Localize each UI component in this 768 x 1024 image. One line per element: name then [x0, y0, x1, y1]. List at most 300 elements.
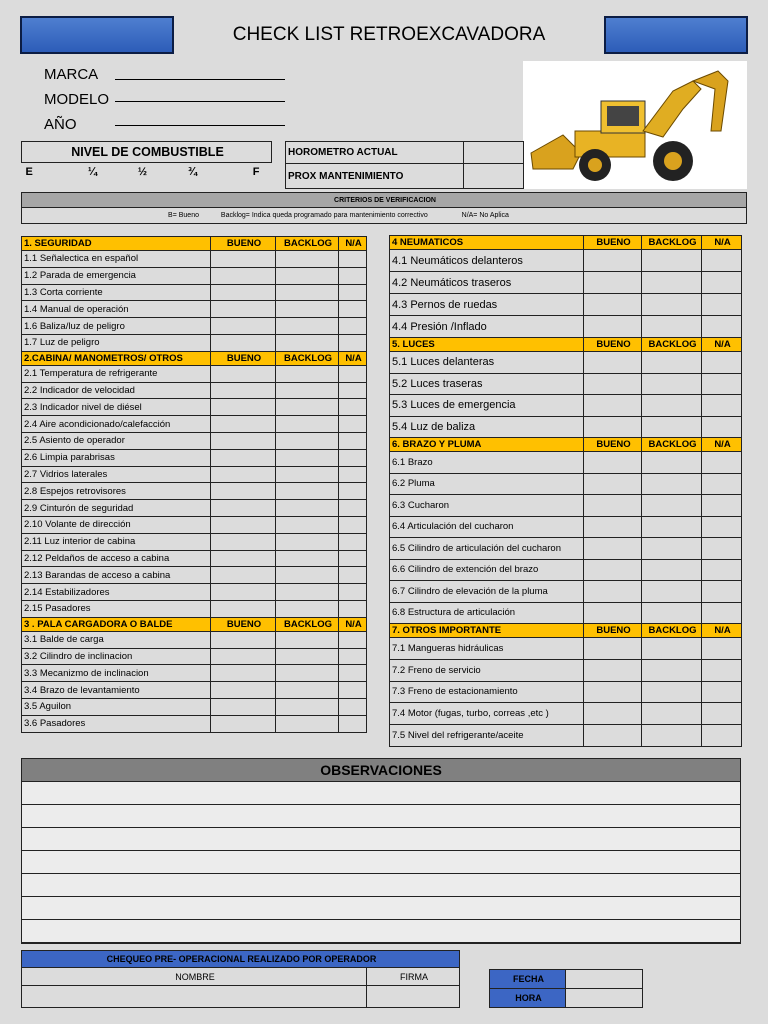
- check-cell-na[interactable]: [702, 659, 742, 681]
- check-cell-bueno[interactable]: [584, 373, 642, 395]
- checklist-item-label: 2.10 Volante de dirección: [22, 516, 211, 533]
- column-header-backlog: BACKLOG: [276, 617, 339, 631]
- firma-label: FIRMA: [367, 968, 460, 986]
- ano-field[interactable]: [115, 125, 285, 126]
- check-cell-backlog[interactable]: [276, 533, 339, 550]
- checklist-item-label: 4.1 Neumáticos delanteros: [390, 250, 584, 272]
- observation-line[interactable]: [22, 851, 740, 874]
- check-cell-bueno[interactable]: [584, 703, 642, 725]
- check-cell-bueno[interactable]: [211, 533, 276, 550]
- check-cell-na[interactable]: [339, 500, 367, 517]
- checklist-item-label: 6.6 Cilindro de extención del brazo: [390, 559, 584, 581]
- check-cell-backlog[interactable]: [276, 600, 339, 617]
- checklist-item-label: 6.8 Estructura de articulación: [390, 602, 584, 624]
- section-title: 3 . PALA CARGADORA O BALDE: [22, 617, 211, 631]
- check-cell-na[interactable]: [702, 725, 742, 747]
- checklist-item-label: 6.1 Brazo: [390, 452, 584, 474]
- checklist-row: [22, 284, 367, 301]
- check-cell-bueno[interactable]: [211, 449, 276, 466]
- check-cell-bueno[interactable]: [584, 495, 642, 517]
- checklist-row: [22, 251, 367, 268]
- operator-table: [21, 950, 460, 1008]
- checklist-row: [390, 559, 742, 581]
- nombre-field[interactable]: [22, 986, 367, 1008]
- check-cell-bueno[interactable]: [211, 483, 276, 500]
- check-cell-bueno[interactable]: [584, 294, 642, 316]
- checklist-item-label: 6.2 Pluma: [390, 473, 584, 495]
- marca-label: MARCA: [44, 66, 99, 83]
- checklist-item-label: 6.7 Cilindro de elevación de la pluma: [390, 581, 584, 603]
- check-cell-backlog[interactable]: [276, 301, 339, 318]
- checklist-item-label: 2.9 Cinturón de seguridad: [22, 500, 211, 517]
- section-title: 2.CABINA/ MANOMETROS/ OTROS: [22, 351, 211, 365]
- column-header-na: N/A: [702, 624, 742, 638]
- check-cell-backlog[interactable]: [642, 659, 702, 681]
- checklist-row: [390, 602, 742, 624]
- check-cell-backlog[interactable]: [642, 681, 702, 703]
- check-cell-na[interactable]: [702, 294, 742, 316]
- check-cell-backlog[interactable]: [276, 584, 339, 601]
- check-cell-bueno[interactable]: [584, 473, 642, 495]
- column-header-na: N/A: [339, 351, 367, 365]
- section-title: 6. BRAZO Y PLUMA: [390, 438, 584, 452]
- check-cell-na[interactable]: [702, 316, 742, 338]
- horometro-label: HOROMETRO ACTUAL: [286, 142, 464, 164]
- check-cell-bueno[interactable]: [584, 250, 642, 272]
- check-cell-na[interactable]: [702, 638, 742, 660]
- checklist-item-label: 5.3 Luces de emergencia: [390, 395, 584, 417]
- column-header-bueno: BUENO: [211, 237, 276, 251]
- checklist-item-label: 7.3 Freno de estacionamiento: [390, 681, 584, 703]
- check-cell-backlog[interactable]: [276, 267, 339, 284]
- title-bar-left: [20, 16, 174, 54]
- checklist-row: [390, 659, 742, 681]
- checklist-row: [390, 452, 742, 474]
- check-cell-na[interactable]: [702, 416, 742, 438]
- checklist-item-label: 5.2 Luces traseras: [390, 373, 584, 395]
- column-header-backlog: BACKLOG: [642, 438, 702, 452]
- check-cell-backlog[interactable]: [276, 466, 339, 483]
- fuel-mark[interactable]: ¼: [87, 166, 98, 179]
- check-cell-bueno[interactable]: [211, 648, 276, 665]
- check-cell-bueno[interactable]: [211, 500, 276, 517]
- checklist-item-label: 6.5 Cilindro de articulación del cucharon: [390, 538, 584, 560]
- check-cell-bueno[interactable]: [211, 466, 276, 483]
- checklist-item-label: 2.13 Barandas de acceso a cabina: [22, 567, 211, 584]
- check-cell-na[interactable]: [339, 600, 367, 617]
- check-cell-na[interactable]: [702, 250, 742, 272]
- check-cell-bueno[interactable]: [584, 352, 642, 374]
- checklist-row: [22, 715, 367, 732]
- check-cell-backlog[interactable]: [642, 452, 702, 474]
- horometro-field[interactable]: [464, 142, 524, 164]
- check-cell-bueno[interactable]: [584, 602, 642, 624]
- check-cell-na[interactable]: [339, 483, 367, 500]
- check-cell-bueno[interactable]: [211, 365, 276, 382]
- check-cell-bueno[interactable]: [584, 452, 642, 474]
- check-cell-bueno[interactable]: [211, 251, 276, 268]
- check-cell-bueno[interactable]: [211, 600, 276, 617]
- check-cell-bueno[interactable]: [211, 284, 276, 301]
- prox-mantenimiento-field[interactable]: [464, 164, 524, 189]
- check-cell-bueno[interactable]: [211, 382, 276, 399]
- left-checklist-table: [21, 236, 367, 733]
- check-cell-backlog[interactable]: [276, 284, 339, 301]
- checklist-row: [22, 550, 367, 567]
- check-cell-bueno[interactable]: [211, 567, 276, 584]
- observaciones-box: [21, 758, 741, 944]
- checklist-row: [390, 703, 742, 725]
- check-cell-na[interactable]: [702, 373, 742, 395]
- checklist-item-label: 1.2 Parada de emergencia: [22, 267, 211, 284]
- check-cell-backlog[interactable]: [642, 316, 702, 338]
- check-cell-na[interactable]: [339, 284, 367, 301]
- check-cell-bueno[interactable]: [584, 395, 642, 417]
- check-cell-backlog[interactable]: [276, 682, 339, 699]
- backhoe-image: [523, 61, 747, 189]
- checklist-item-label: 6.4 Articulación del cucharon: [390, 516, 584, 538]
- page-title: CHECK LIST RETROEXCAVADORA: [232, 24, 546, 45]
- check-cell-backlog[interactable]: [276, 251, 339, 268]
- checklist-row: [390, 352, 742, 374]
- checklist-item-label: 2.1 Temperatura de refrigerante: [22, 365, 211, 382]
- check-cell-na[interactable]: [339, 365, 367, 382]
- checklist-row: [390, 416, 742, 438]
- observation-line[interactable]: [22, 782, 740, 805]
- check-cell-na[interactable]: [702, 703, 742, 725]
- checklist-item-label: 1.7 Luz de peligro: [22, 334, 211, 351]
- check-cell-na[interactable]: [702, 352, 742, 374]
- checklist-item-label: 5.1 Luces delanteras: [390, 352, 584, 374]
- checklist-row: [390, 373, 742, 395]
- check-cell-bueno[interactable]: [211, 318, 276, 335]
- checklist-row: [390, 516, 742, 538]
- checklist-row: [390, 473, 742, 495]
- checklist-item-label: 3.5 Aguilon: [22, 698, 211, 715]
- check-cell-bueno[interactable]: [211, 550, 276, 567]
- check-cell-bueno[interactable]: [211, 334, 276, 351]
- criteria-title: CRITERIOS DE VERIFICACION: [22, 193, 747, 208]
- check-cell-backlog[interactable]: [276, 665, 339, 682]
- check-cell-backlog[interactable]: [276, 334, 339, 351]
- observation-line[interactable]: [22, 828, 740, 851]
- check-cell-bueno[interactable]: [584, 559, 642, 581]
- modelo-field[interactable]: [115, 101, 285, 102]
- checklist-item-label: 1.3 Corta corriente: [22, 284, 211, 301]
- check-cell-na[interactable]: [339, 301, 367, 318]
- check-cell-backlog[interactable]: [642, 638, 702, 660]
- section-title: 7. OTROS IMPORTANTE: [390, 624, 584, 638]
- check-cell-na[interactable]: [339, 550, 367, 567]
- check-cell-backlog[interactable]: [276, 318, 339, 335]
- checklist-item-label: 2.7 Vidrios laterales: [22, 466, 211, 483]
- check-cell-bueno[interactable]: [211, 584, 276, 601]
- check-cell-na[interactable]: [702, 495, 742, 517]
- section-title: 1. SEGURIDAD: [22, 237, 211, 251]
- check-cell-bueno[interactable]: [211, 516, 276, 533]
- check-cell-bueno[interactable]: [584, 725, 642, 747]
- check-cell-na[interactable]: [339, 567, 367, 584]
- checklist-row: [390, 272, 742, 294]
- column-header-backlog: BACKLOG: [642, 236, 702, 250]
- check-cell-backlog[interactable]: [276, 416, 339, 433]
- checklist-item-label: 7.5 Nivel del refrigerante/aceite: [390, 725, 584, 747]
- check-cell-backlog[interactable]: [276, 550, 339, 567]
- checklist-row: [22, 682, 367, 699]
- check-cell-backlog[interactable]: [276, 432, 339, 449]
- column-header-bueno: BUENO: [584, 624, 642, 638]
- fuel-mark[interactable]: F: [252, 166, 260, 179]
- check-cell-backlog[interactable]: [642, 495, 702, 517]
- check-cell-na[interactable]: [339, 399, 367, 416]
- check-cell-bueno[interactable]: [584, 538, 642, 560]
- prox-mantenimiento-label: PROX MANTENIMIENTO: [286, 164, 464, 189]
- observation-line[interactable]: [22, 874, 740, 897]
- checklist-row: [22, 483, 367, 500]
- check-cell-backlog[interactable]: [642, 725, 702, 747]
- check-cell-na[interactable]: [702, 538, 742, 560]
- check-cell-backlog[interactable]: [642, 559, 702, 581]
- column-header-na: N/A: [702, 438, 742, 452]
- check-cell-na[interactable]: [339, 251, 367, 268]
- check-cell-backlog[interactable]: [276, 567, 339, 584]
- column-header-bueno: BUENO: [211, 617, 276, 631]
- check-cell-backlog[interactable]: [276, 648, 339, 665]
- column-header-bueno: BUENO: [584, 438, 642, 452]
- check-cell-backlog[interactable]: [642, 602, 702, 624]
- check-cell-na[interactable]: [702, 602, 742, 624]
- check-cell-bueno[interactable]: [211, 416, 276, 433]
- check-cell-backlog[interactable]: [276, 399, 339, 416]
- check-cell-backlog[interactable]: [642, 516, 702, 538]
- checklist-item-label: 2.11 Luz interior de cabina: [22, 533, 211, 550]
- modelo-label: MODELO: [44, 91, 110, 108]
- check-cell-na[interactable]: [339, 698, 367, 715]
- fuel-table: [21, 141, 272, 182]
- checklist-item-label: 1.6 Baliza/luz de peligro: [22, 318, 211, 335]
- check-cell-backlog[interactable]: [276, 631, 339, 648]
- check-cell-backlog[interactable]: [276, 698, 339, 715]
- check-cell-backlog[interactable]: [642, 581, 702, 603]
- check-cell-backlog[interactable]: [642, 416, 702, 438]
- check-cell-bueno[interactable]: [584, 681, 642, 703]
- observation-line[interactable]: [22, 897, 740, 920]
- check-cell-na[interactable]: [702, 395, 742, 417]
- checklist-row: [22, 449, 367, 466]
- fuel-title: NIVEL DE COMBUSTIBLE: [22, 142, 272, 163]
- checklist-row: [22, 516, 367, 533]
- check-cell-bueno[interactable]: [584, 638, 642, 660]
- checklist-item-label: 2.15 Pasadores: [22, 600, 211, 617]
- hora-field[interactable]: [566, 989, 643, 1008]
- section-title: 5. LUCES: [390, 338, 584, 352]
- column-header-backlog: BACKLOG: [642, 338, 702, 352]
- checklist-item-label: 2.2 Indicador de velocidad: [22, 382, 211, 399]
- check-cell-backlog[interactable]: [642, 373, 702, 395]
- check-cell-bueno[interactable]: [584, 516, 642, 538]
- observation-line[interactable]: [22, 805, 740, 828]
- checklist-row: [390, 681, 742, 703]
- observaciones-title: OBSERVACIONES: [22, 759, 740, 782]
- check-cell-na[interactable]: [339, 267, 367, 284]
- check-cell-na[interactable]: [339, 449, 367, 466]
- check-cell-bueno[interactable]: [211, 631, 276, 648]
- column-header-na: N/A: [339, 617, 367, 631]
- checklist-row: [22, 533, 367, 550]
- checklist-row: [390, 725, 742, 747]
- checklist-item-label: 3.1 Balde de carga: [22, 631, 211, 648]
- checklist-row: [390, 538, 742, 560]
- check-cell-bueno[interactable]: [211, 665, 276, 682]
- check-cell-backlog[interactable]: [642, 473, 702, 495]
- column-header-backlog: BACKLOG: [276, 351, 339, 365]
- check-cell-bueno[interactable]: [211, 432, 276, 449]
- check-cell-backlog[interactable]: [642, 294, 702, 316]
- check-cell-na[interactable]: [339, 382, 367, 399]
- column-header-bueno: BUENO: [584, 338, 642, 352]
- checklist-row: [22, 600, 367, 617]
- checklist-item-label: 5.4 Luz de baliza: [390, 416, 584, 438]
- check-cell-backlog[interactable]: [642, 538, 702, 560]
- column-header-bueno: BUENO: [211, 351, 276, 365]
- check-cell-backlog[interactable]: [276, 483, 339, 500]
- checklist-row: [22, 500, 367, 517]
- check-cell-backlog[interactable]: [642, 250, 702, 272]
- checklist-row: [22, 631, 367, 648]
- checklist-row: [22, 665, 367, 682]
- check-cell-backlog[interactable]: [276, 500, 339, 517]
- fuel-mark[interactable]: ½: [137, 166, 148, 179]
- check-cell-na[interactable]: [339, 466, 367, 483]
- check-cell-na[interactable]: [702, 473, 742, 495]
- check-cell-bueno[interactable]: [584, 416, 642, 438]
- check-cell-na[interactable]: [702, 581, 742, 603]
- checklist-item-label: 2.4 Aire acondicionado/calefacción: [22, 416, 211, 433]
- check-cell-na[interactable]: [702, 452, 742, 474]
- ano-label: AÑO: [44, 116, 77, 133]
- checklist-item-label: 7.2 Freno de servicio: [390, 659, 584, 681]
- check-cell-na[interactable]: [339, 533, 367, 550]
- check-cell-bueno[interactable]: [584, 581, 642, 603]
- checklist-row: [390, 250, 742, 272]
- check-cell-na[interactable]: [339, 631, 367, 648]
- check-cell-na[interactable]: [339, 584, 367, 601]
- checklist-row: [390, 316, 742, 338]
- checklist-row: [390, 581, 742, 603]
- checklist-item-label: 3.4 Brazo de levantamiento: [22, 682, 211, 699]
- checklist-row: [390, 395, 742, 417]
- checklist-item-label: 3.2 Cilindro de inclinacion: [22, 648, 211, 665]
- title-bar-right: [604, 16, 748, 54]
- checklist-item-label: 2.8 Espejos retrovisores: [22, 483, 211, 500]
- fuel-mark[interactable]: E: [25, 166, 33, 179]
- checklist-item-label: 7.1 Mangueras hidráulicas: [390, 638, 584, 660]
- nombre-label: NOMBRE: [22, 968, 367, 986]
- check-cell-bueno[interactable]: [211, 698, 276, 715]
- checklist-item-label: 2.12 Peldaños de acceso a cabina: [22, 550, 211, 567]
- checklist-item-label: 4.2 Neumáticos traseros: [390, 272, 584, 294]
- check-cell-bueno[interactable]: [584, 316, 642, 338]
- criteria-backlog: Backlog= Indica queda programado para mantenimiento correctivo: [220, 212, 428, 219]
- checklist-item-label: 7.4 Motor (fugas, turbo, correas ,etc ): [390, 703, 584, 725]
- check-cell-backlog[interactable]: [276, 449, 339, 466]
- column-header-backlog: BACKLOG: [276, 237, 339, 251]
- checklist-item-label: 3.6 Pasadores: [22, 715, 211, 732]
- check-cell-bueno[interactable]: [211, 399, 276, 416]
- check-cell-backlog[interactable]: [276, 516, 339, 533]
- check-cell-bueno[interactable]: [211, 715, 276, 732]
- checklist-item-label: 2.3 Indicador nivel de diésel: [22, 399, 211, 416]
- observation-line[interactable]: [22, 920, 740, 943]
- checklist-item-label: 6.3 Cucharon: [390, 495, 584, 517]
- hora-label: HORA: [490, 989, 566, 1008]
- checklist-row: [22, 432, 367, 449]
- check-cell-bueno[interactable]: [584, 272, 642, 294]
- check-cell-na[interactable]: [339, 432, 367, 449]
- check-cell-backlog[interactable]: [276, 365, 339, 382]
- check-cell-backlog[interactable]: [642, 352, 702, 374]
- check-cell-na[interactable]: [339, 318, 367, 335]
- check-cell-na[interactable]: [702, 681, 742, 703]
- check-cell-bueno[interactable]: [584, 659, 642, 681]
- check-cell-backlog[interactable]: [276, 715, 339, 732]
- checklist-item-label: 4.3 Pernos de ruedas: [390, 294, 584, 316]
- checklist-row: [22, 648, 367, 665]
- checklist-row: [22, 382, 367, 399]
- checklist-row: [22, 698, 367, 715]
- firma-field[interactable]: [367, 986, 460, 1008]
- fecha-field[interactable]: [566, 970, 643, 989]
- checklist-item-label: 1.4 Manual de operación: [22, 301, 211, 318]
- checklist-row: [22, 466, 367, 483]
- marca-field[interactable]: [115, 79, 285, 80]
- check-cell-bueno[interactable]: [211, 301, 276, 318]
- check-cell-bueno[interactable]: [211, 267, 276, 284]
- check-cell-backlog[interactable]: [642, 395, 702, 417]
- operator-title: CHEQUEO PRE- OPERACIONAL REALIZADO POR OPERADOR: [22, 951, 460, 968]
- check-cell-backlog[interactable]: [642, 703, 702, 725]
- check-cell-backlog[interactable]: [276, 382, 339, 399]
- checklist-row: [22, 584, 367, 601]
- criteria-bueno: B= Bueno: [168, 212, 199, 219]
- check-cell-backlog[interactable]: [642, 272, 702, 294]
- check-cell-na[interactable]: [339, 416, 367, 433]
- check-cell-na[interactable]: [702, 272, 742, 294]
- column-header-na: N/A: [702, 236, 742, 250]
- check-cell-na[interactable]: [339, 682, 367, 699]
- check-cell-na[interactable]: [702, 516, 742, 538]
- checklist-item-label: 2.14 Estabilizadores: [22, 584, 211, 601]
- fecha-label: FECHA: [490, 970, 566, 989]
- check-cell-na[interactable]: [702, 559, 742, 581]
- check-cell-na[interactable]: [339, 665, 367, 682]
- fuel-mark[interactable]: ¾: [187, 166, 198, 179]
- check-cell-na[interactable]: [339, 715, 367, 732]
- checklist-row: [22, 267, 367, 284]
- right-checklist-table: [389, 235, 742, 747]
- checklist-row: [22, 301, 367, 318]
- check-cell-na[interactable]: [339, 334, 367, 351]
- checklist-row: [22, 567, 367, 584]
- checklist-row: [22, 399, 367, 416]
- column-header-bueno: BUENO: [584, 236, 642, 250]
- checklist-row: [22, 318, 367, 335]
- check-cell-na[interactable]: [339, 648, 367, 665]
- check-cell-na[interactable]: [339, 516, 367, 533]
- column-header-na: N/A: [702, 338, 742, 352]
- check-cell-bueno[interactable]: [211, 682, 276, 699]
- checklist-item-label: 3.3 Mecanizmo de inclinacion: [22, 665, 211, 682]
